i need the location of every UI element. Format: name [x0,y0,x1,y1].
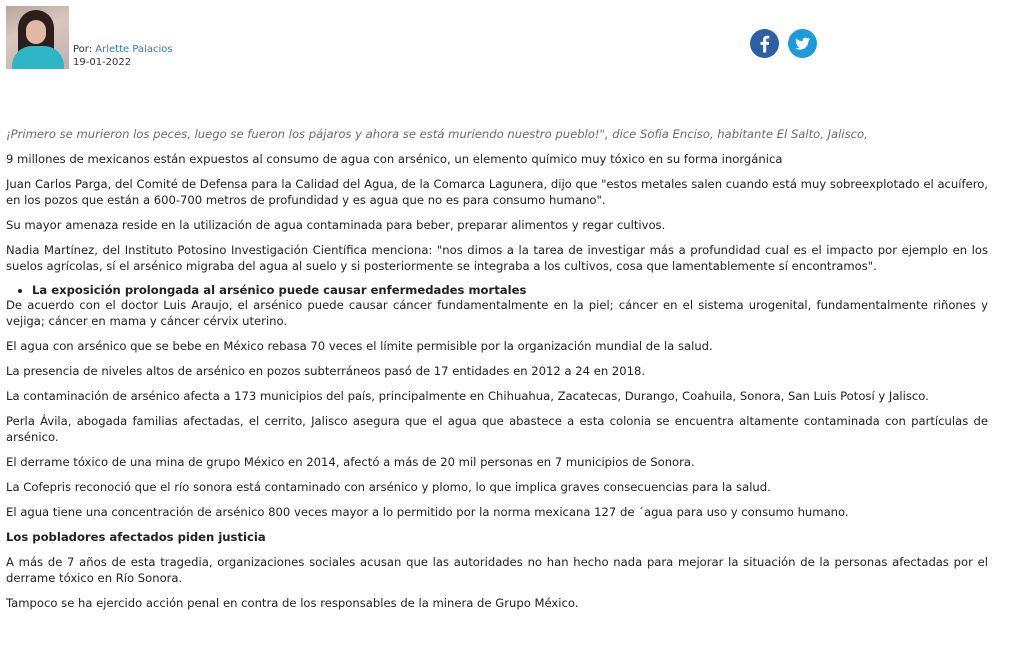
article-paragraph: A más de 7 años de esta tragedia, organizaciones sociales acusan que las autoridades no han hecho nada para mejorar la situación de la personas afectadas por el derrame tóxico en Río Sonora. [6,555,988,585]
article-quote: ¡Primero se murieron los peces, luego se fueron los pájaros y ahora se está muriendo nuestro pueblo!", dice Sofía Enciso, habitante El Salto, Jalisco, [6,127,868,141]
article-paragraph: Nadia Martínez, del Instituto Potosino Investigación Científica menciona: "nos dimos a la tarea de investigar más a profundidad cual es el impacto por ejemplo en los suelos agrícolas, sí el arsénico migraba del agua al suelo y si posteriormente se integraba a los cultivos, cosa que lamentablemente sí encontramos". [6,243,988,273]
article-paragraph: El derrame tóxico de una mina de grupo México en 2014, afectó a más de 20 mil personas en 7 municipios de Sonora. [6,455,695,469]
article-paragraph: 9 millones de mexicanos están expuestos al consumo de agua con arsénico, un elemento químico muy tóxico en su forma inorgánica [6,152,783,166]
avatar-shirt [12,46,64,69]
article-paragraph: La contaminación de arsénico afecta a 173 municipios del país, principalmente en Chihuahua, Zacatecas, Durango, Coahuila, Sonora, San Luis Potosí y Jalisco. [6,389,929,403]
bullet-item: • La exposición prolongada al arsénico puede causar enfermedades mortales [32,283,988,297]
avatar-face [26,20,46,44]
section-subheading: Los pobladores afectados piden justicia [6,530,266,544]
article-paragraph: Su mayor amenaza reside en la utilización de agua contaminada para beber, preparar alimentos y regar cultivos. [6,218,666,232]
author-name-link[interactable]: Arlette Palacios [95,44,173,55]
facebook-share-button[interactable] [750,29,779,58]
bullet-list [6,283,988,297]
article-paragraph: El agua tiene una concentración de arsénico 800 veces mayor a lo permitido por la norma mexicana 127 de ´agua para uso y consumo humano. [6,505,849,519]
article-paragraph: La presencia de niveles altos de arsénico en pozos subterráneos pasó de 17 entidades en 2012 a 24 en 2018. [6,364,646,378]
article-paragraph: Juan Carlos Parga, del Comité de Defensa para la Calidad del Agua, de la Comarca Lagunera, dijo que "estos metales salen cuando está muy sobreexplotado el acuífero, en los pozos que están a 600-700 metros de profundidad y es agua que no es para consumo humano". [6,177,988,207]
article-paragraph: De acuerdo con el doctor Luis Araujo, el arsénico puede causar cáncer fundamentalmente en la piel; cáncer en el sistema urogenital, fundamentalmente riñones y vejiga; cáncer en mama y cáncer cérvix uterino. [6,298,988,328]
facebook-icon [750,29,779,58]
article-paragraph: Tampoco se ha ejercido acción penal en contra de los responsables de la minera de Grupo México. [6,596,579,610]
article-paragraph: La Cofepris reconoció que el río sonora está contaminado con arsénico y plomo, lo que implica graves consecuencias para la salud. [6,480,771,494]
publish-date: 19-01-2022 [73,57,132,68]
social-share [750,29,817,58]
article-body [6,126,988,620]
author-avatar[interactable] [6,6,69,69]
twitter-icon [788,29,817,58]
author-meta [73,43,173,69]
author-block [6,6,173,69]
author-label: Por: [73,44,96,55]
article-paragraph: Perla Ávila, abogada familias afectadas, el cerrito, Jalisco asegura que el agua que abastece a esta colonia se encuentra altamente contaminada con partículas de arsénico. [6,414,988,444]
twitter-share-button[interactable] [788,29,817,58]
article-paragraph: El agua con arsénico que se bebe en México rebasa 70 veces el límite permisible por la organización mundial de la salud. [6,339,713,353]
